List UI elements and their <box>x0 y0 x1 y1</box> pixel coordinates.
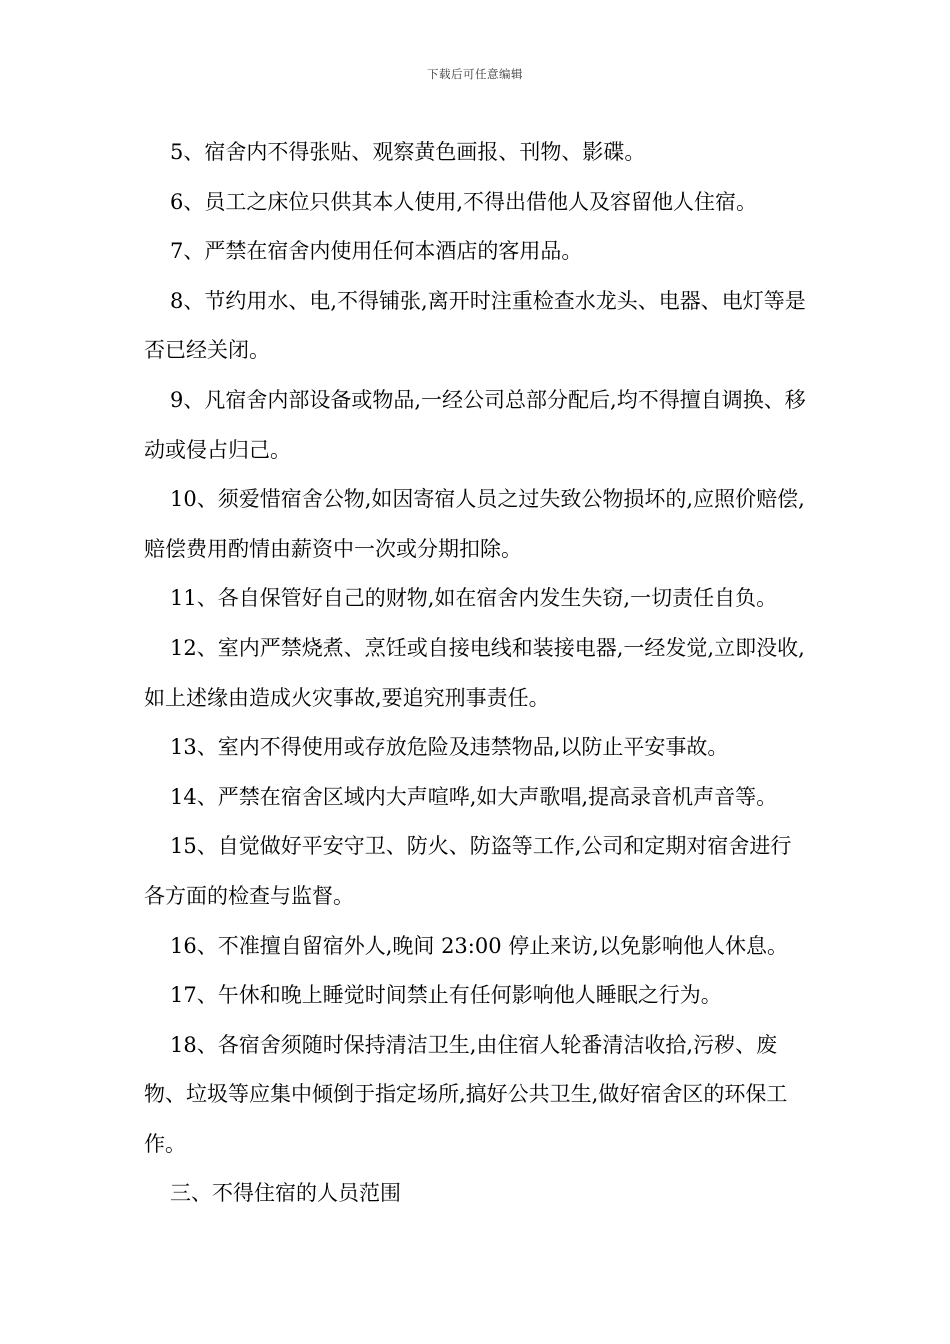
page-header: 下载后可任意编辑 <box>427 67 523 81</box>
rule-15: 15、自觉做好平安守卫、防火、防盗等工作,公司和定期对宿舍进行各方面的检查与监督。 <box>144 834 792 908</box>
rule-17: 17、午休和晚上睡觉时间禁止有任何影响他人睡眠之行为。 <box>170 983 722 1008</box>
rule-12: 12、室内严禁烧煮、烹饪或自接电线和装接电器,一经发觉,立即没收,如上述缘由造成火灾事故,要追究刑事责任。 <box>144 635 805 710</box>
rule-16: 16、不准擅自留宿外人,晚间 23:00 停止来访,以免影响他人休息。 <box>170 933 788 958</box>
rule-5: 5、宿舍内不得张贴、观察黄色画报、刊物、影碟。 <box>170 140 646 164</box>
rule-7: 7、严禁在宿舍内使用任何本酒店的客用品。 <box>170 239 583 264</box>
rule-18: 18、各宿舍须随时保持清洁卫生,由住宿人轮番清洁收拾,污秽、废物、垃圾等应集中倾倒于指定场所,搞好公共卫生,做好宿舍区的环保工作。 <box>144 1032 788 1156</box>
rule-8: 8、节约用水、电,不得铺张,离开时注重检查水龙头、电器、电灯等是否已经关闭。 <box>144 288 806 363</box>
rule-14: 14、严禁在宿舍区域内大声喧哗,如大声歌唱,提高录音机声音等。 <box>170 784 778 809</box>
rule-6: 6、员工之床位只供其本人使用,不得出借他人及容留他人住宿。 <box>170 189 758 214</box>
rule-11: 11、各自保管好自己的财物,如在宿舍内发生失窃,一切责任自负。 <box>170 586 778 611</box>
rule-13: 13、室内不得使用或存放危险及违禁物品,以防止平安事故。 <box>170 735 729 760</box>
rule-9: 9、凡宿舍内部设备或物品,一经公司总部分配后,均不得擅自调换、移动或侵占归己。 <box>144 387 806 462</box>
section-heading: 三、不得住宿的人员范围 <box>170 1181 401 1206</box>
document-body <box>144 128 808 1219</box>
rule-10: 10、须爱惜宿舍公物,如因寄宿人员之过失致公物损坏的,应照价赔偿,赔偿费用酌情由薪资中一次或分期扣除。 <box>144 487 805 561</box>
